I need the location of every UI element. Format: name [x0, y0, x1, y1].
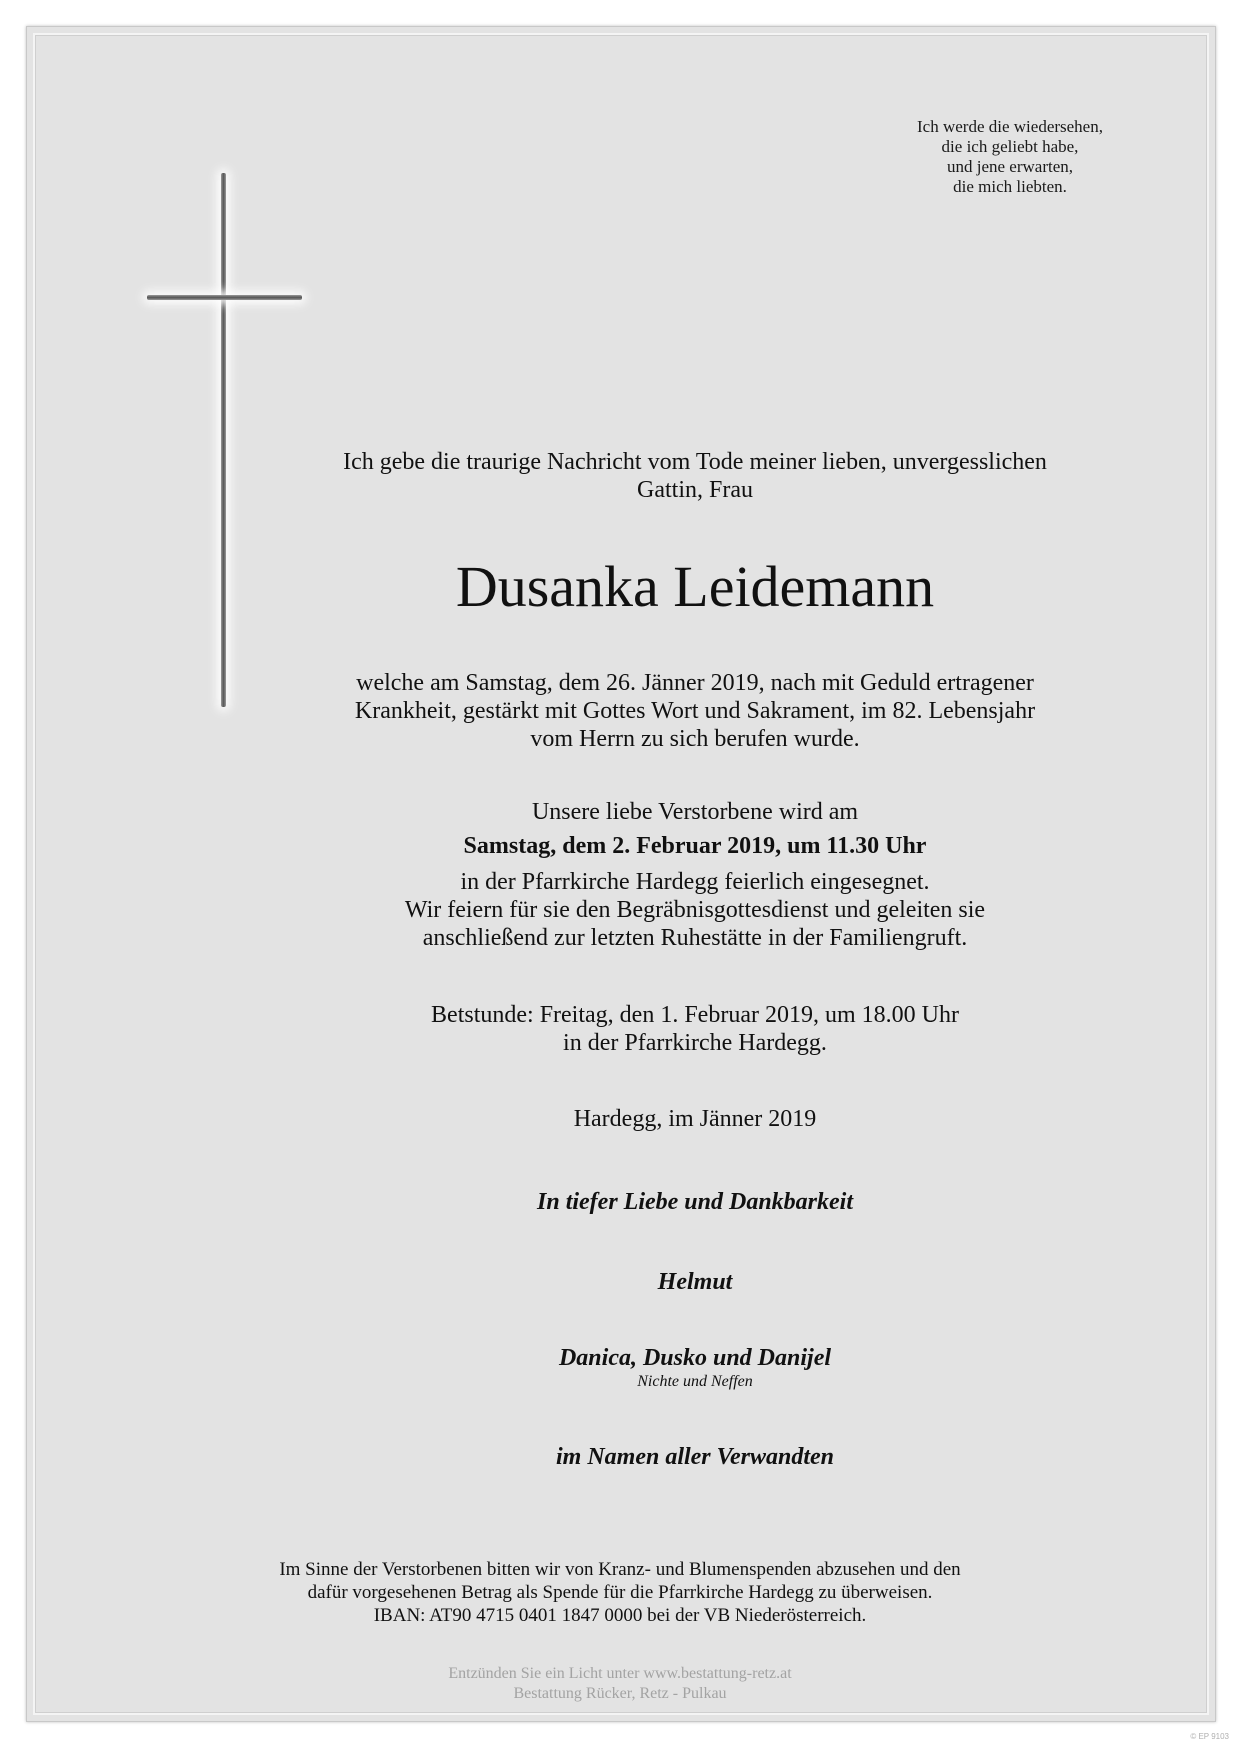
funeral-home-line: Bestattung Rücker, Retz - Pulkau: [513, 1685, 727, 1702]
motto-line: und jene erwarten,: [946, 157, 1074, 176]
donation-line: Im Sinne der Verstorbenen bitten wir von Kranz- und Blumenspenden abzusehen und den: [279, 1559, 961, 1580]
donation-line: IBAN: AT90 4715 0401 1847 0000 bei der VB Niederösterreich.: [373, 1605, 867, 1626]
mourner-helmut: Helmut: [657, 1269, 733, 1295]
funeral-detail-line: anschließend zur letzten Ruhestätte in der Familiengruft.: [422, 925, 968, 951]
prayer-line: Betstunde: Freitag, den 1. Februar 2019, um 18.00 Uhr: [431, 1002, 959, 1028]
death-notice-line: Krankheit, gestärkt mit Gottes Wort und Sakrament, im 82. Lebensjahr: [354, 698, 1036, 724]
mourner-group-relation: Nichte und Neffen: [637, 1373, 753, 1390]
funeral-date: Samstag, dem 2. Februar 2019, um 11.30 Uhr: [463, 833, 927, 859]
funeral-home-info: [320, 1664, 920, 1704]
place-date: Hardegg, im Jänner 2019: [573, 1106, 817, 1132]
donation-line: dafür vorgesehenen Betrag als Spende für die Pfarrkirche Hardegg zu überweisen.: [307, 1582, 933, 1603]
motto-line: Ich werde die wiedersehen,: [917, 117, 1103, 136]
funeral-detail-line: Wir feiern für sie den Begräbnisgottesdienst und geleiten sie: [404, 897, 986, 923]
funeral-intro: Unsere liebe Verstorbene wird am: [531, 799, 859, 825]
all-relatives: im Namen aller Verwandten: [555, 1444, 835, 1470]
intro-line: Ich gebe die traurige Nachricht vom Tode meiner lieben, unvergesslichen: [343, 449, 1047, 475]
deceased-name: Dusanka Leidemann: [455, 554, 935, 619]
motto-verse: [860, 117, 1160, 197]
funeral-detail-line: in der Pfarrkirche Hardegg feierlich eingesegnet.: [460, 869, 930, 895]
death-notice: [240, 669, 1150, 753]
prayer-line: in der Pfarrkirche Hardegg.: [563, 1030, 827, 1056]
donation-note: [170, 1558, 1070, 1627]
print-code: © EP 9103: [1190, 1732, 1229, 1741]
intro-line: Gattin, Frau: [637, 477, 753, 503]
motto-line: die mich liebten.: [953, 177, 1067, 196]
funeral-details: [240, 868, 1150, 952]
cross-icon: [221, 173, 226, 707]
death-notice-line: vom Herrn zu sich berufen wurde.: [530, 726, 860, 752]
motto-line: die ich geliebt habe,: [941, 137, 1079, 156]
website-line: Entzünden Sie ein Licht unter www.bestattung-retz.at: [448, 1665, 792, 1682]
intro-text: [240, 448, 1150, 504]
death-notice-line: welche am Samstag, dem 26. Jänner 2019, nach mit Geduld ertragener: [356, 670, 1034, 696]
dedication: In tiefer Liebe und Dankbarkeit: [537, 1189, 853, 1215]
prayer-hour: [240, 1001, 1150, 1057]
mourner-group: Danica, Dusko und Danijel: [558, 1345, 832, 1371]
cross-icon-bar: [147, 295, 302, 300]
